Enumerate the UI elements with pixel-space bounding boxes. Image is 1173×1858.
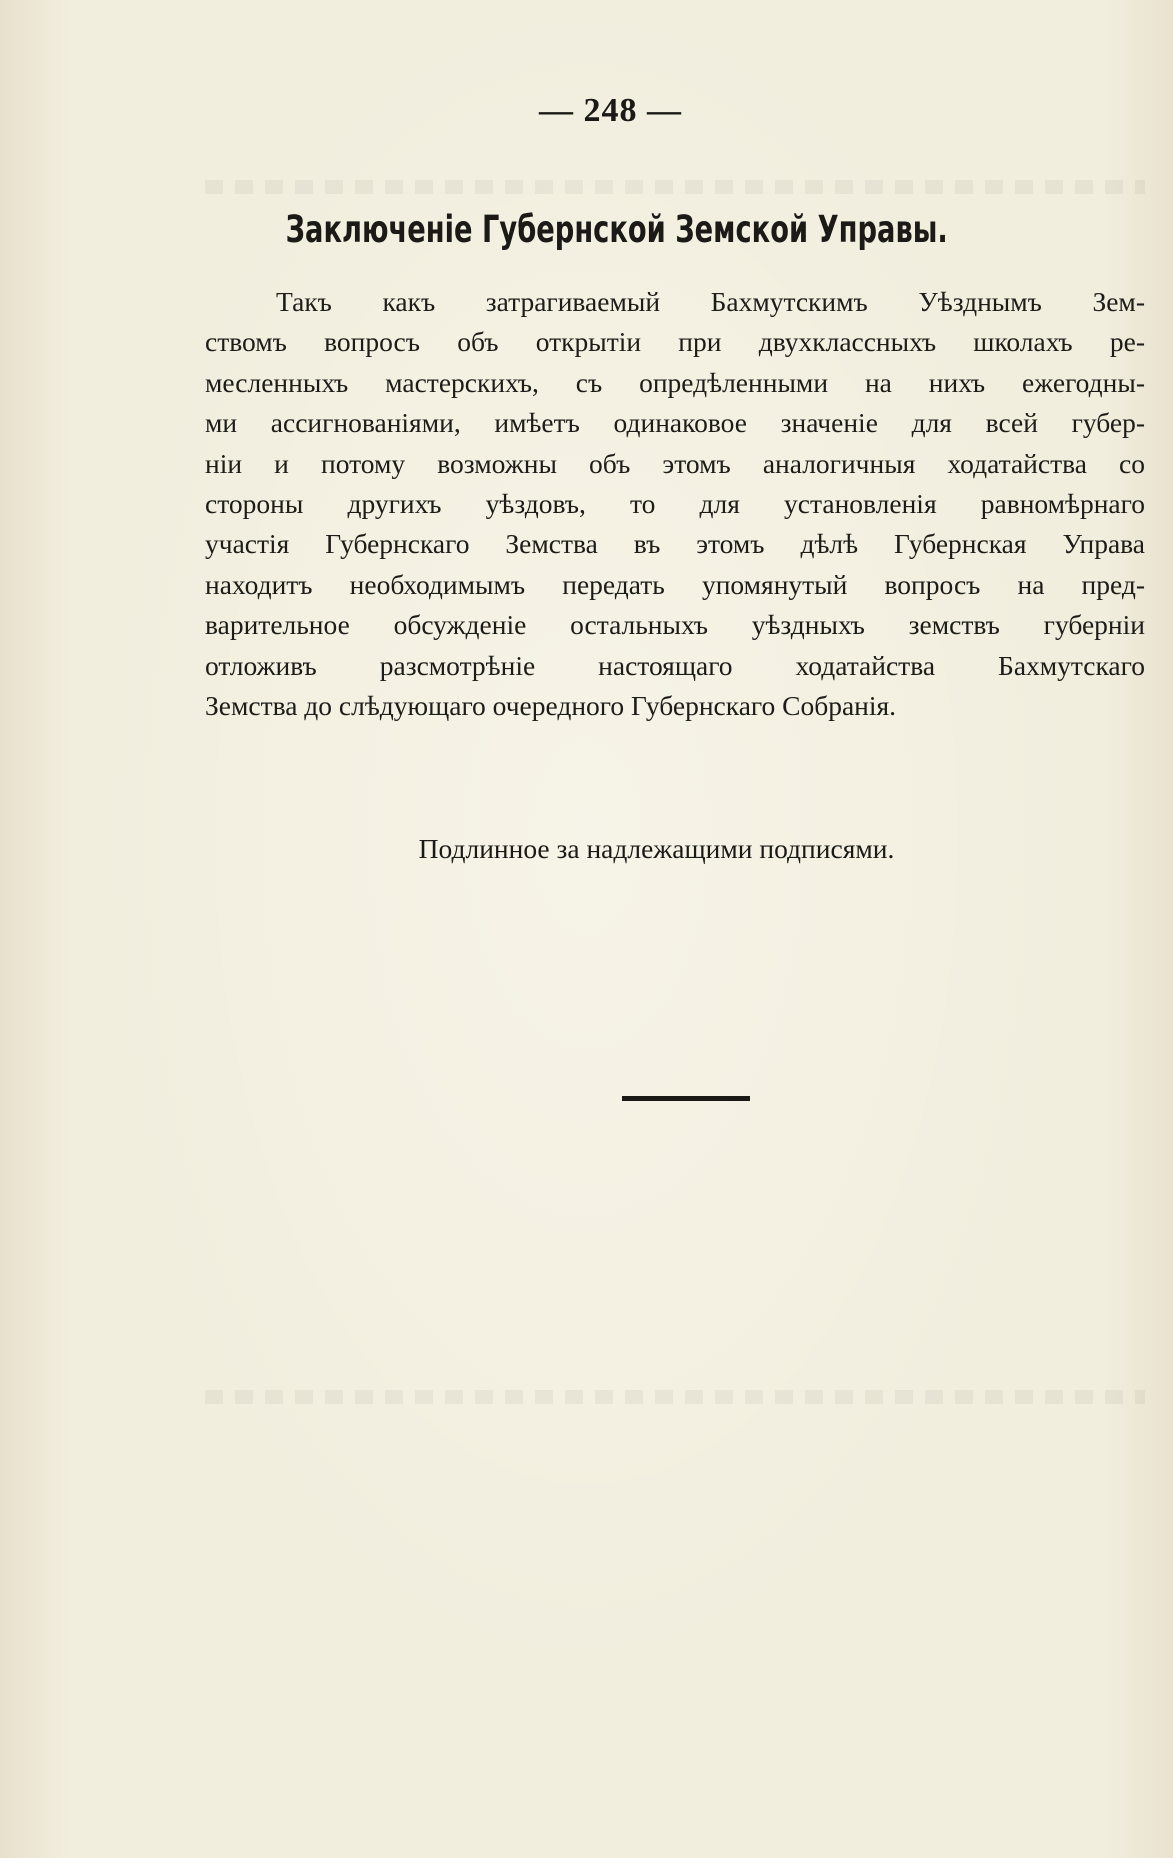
page-number: — 248 — bbox=[539, 92, 682, 129]
body-line: варительное обсужденiе остальныхъ уѣздныхъ земствъ губернiи bbox=[205, 609, 1145, 641]
signature-note: Подлинное за надлежащими подписями. bbox=[418, 833, 895, 864]
bleed-through-decoration bbox=[205, 1390, 1145, 1404]
body-line: стороны другихъ уѣздовъ, то для установленiя равномѣрнаго bbox=[205, 487, 1145, 519]
body-line: Такъ какъ затрагиваемый Бахмутскимъ Уѣзднымъ Зем- bbox=[276, 286, 1145, 317]
body-line: участiя Губернскаго Земства въ этомъ дѣлѣ Губернская Управа bbox=[205, 528, 1145, 560]
body-paragraph bbox=[205, 282, 1145, 726]
bleed-through-decoration bbox=[205, 180, 1145, 194]
body-line: Земства до слѣдующаго очередного Губернскаго Собранiя. bbox=[205, 689, 897, 721]
body-line: отложивъ разсмотрѣнiе настоящаго ходатайства Бахмутскаго bbox=[205, 649, 1145, 681]
body-line: ствомъ вопросъ объ открытiи при двухклассныхъ школахъ ре- bbox=[205, 326, 1145, 358]
body-line: месленныхъ мастерскихъ, съ опредѣленными на нихъ ежегодны- bbox=[205, 366, 1145, 398]
body-line: нiи и потому возможны объ этомъ аналогичныя ходатайства со bbox=[205, 447, 1145, 479]
section-heading: Заключенiе Губернской Земской Управы. bbox=[285, 208, 948, 251]
section-divider bbox=[622, 1096, 750, 1101]
body-line: находитъ необходимымъ передать упомянутый вопросъ на пред- bbox=[205, 568, 1145, 600]
body-line: ми ассигнованiями, имѣетъ одинаковое значенiе для всей губер- bbox=[205, 407, 1145, 439]
